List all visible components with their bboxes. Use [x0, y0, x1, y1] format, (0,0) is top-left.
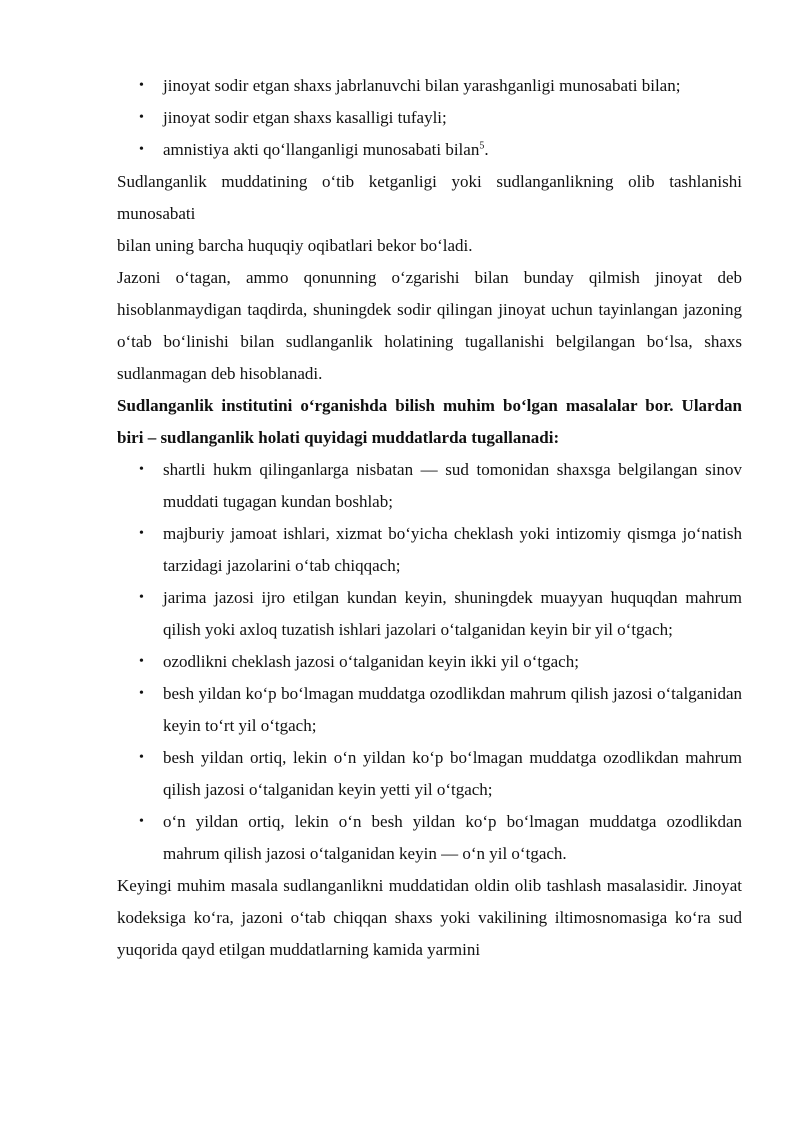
list-item: • shartli hukm qilinganlarga nisbatan — sud tomonidan shaxsga belgilangan sinov muddati tugagan kundan boshlab;: [117, 454, 742, 518]
list-item-text: amnistiya akti qo‘llanganligi munosabati bilan: [163, 140, 480, 159]
grounds-list: [117, 70, 742, 166]
list-item: [117, 70, 742, 102]
list-item: [117, 102, 742, 134]
list-item-text: jinoyat sodir etgan shaxs kasalligi tufayli;: [163, 108, 447, 127]
list-item: • majburiy jamoat ishlari, xizmat bo‘yicha cheklash yoki intizomiy qismga jo‘natish tarzidagi jazolarini o‘tab chiqqach;: [117, 518, 742, 582]
paragraph-2: Jazoni o‘tagan, ammo qonunning o‘zgarishi bilan bunday qilmish jinoyat deb hisoblanmaydigan taqdirda, shuningdek sodir qilingan jinoyat uchun tayinlangan jazoning o‘tab bo‘linishi bilan sudlanganlik holatining tugallanishi belgilangan bo‘lsa, shaxs sudlanmagan deb hisoblanadi.: [117, 268, 742, 383]
list-item: • besh yildan ko‘p bo‘lmagan muddatga ozodlikdan mahrum qilish jazosi o‘talganidan keyin to‘rt yil o‘tgach;: [117, 678, 742, 742]
list-item: • o‘n yildan ortiq, lekin o‘n besh yildan ko‘p bo‘lmagan muddatga ozodlikdan mahrum qilish jazosi o‘talganidan keyin — o‘n yil o‘tgach.: [117, 806, 742, 870]
paragraph-1: [117, 166, 742, 262]
document-page: [117, 70, 742, 966]
bold-paragraph: Sudlanganlik institutini o‘rganishda bilish muhim bo‘lgan masalalar bor. Ulardan biri – sudlanganlik holati quyidagi muddatlarda tugallanadi:: [117, 396, 742, 447]
footnote-ref[interactable]: 5: [479, 140, 485, 152]
paragraph-3: Keyingi muhim masala sudlanganlikni muddatidan oldin olib tashlash masalasidir. Jinoyat kodeksiga ko‘ra, jazoni o‘tab chiqqan shaxs yoki vakilining iltimosnomasiga ko‘ra sud yuqorida qayd etilgan muddatlarning kamida yarmini: [117, 876, 742, 959]
list-item: • besh yildan ortiq, lekin o‘n yildan ko‘p bo‘lmagan muddatga ozodlikdan mahrum qilish jazosi o‘talganidan keyin yetti yil o‘tgach;: [117, 742, 742, 806]
paragraph-1-line-1: Sudlanganlik muddatining o‘tib ketganligi yoki sudlanganlikning olib tashlanishi munosabati: [117, 172, 742, 223]
list-item: • ozodlikni cheklash jazosi o‘talganidan keyin ikki yil o‘tgach;: [117, 646, 742, 678]
list-item-end: .: [484, 140, 489, 159]
list-item-text: jinoyat sodir etgan shaxs jabrlanuvchi bilan yarashganligi munosabati bilan;: [163, 76, 681, 95]
paragraph-1-line-2: bilan uning barcha huquqiy oqibatlari bekor bo‘ladi.: [117, 236, 473, 255]
list-item: • jarima jazosi ijro etilgan kundan keyin, shuningdek muayyan huquqdan mahrum qilish yoki axloq tuzatish ishlari jazolari o‘talganidan keyin bir yil o‘tgach;: [117, 582, 742, 646]
terms-list: [117, 454, 742, 870]
list-item: [117, 134, 742, 166]
